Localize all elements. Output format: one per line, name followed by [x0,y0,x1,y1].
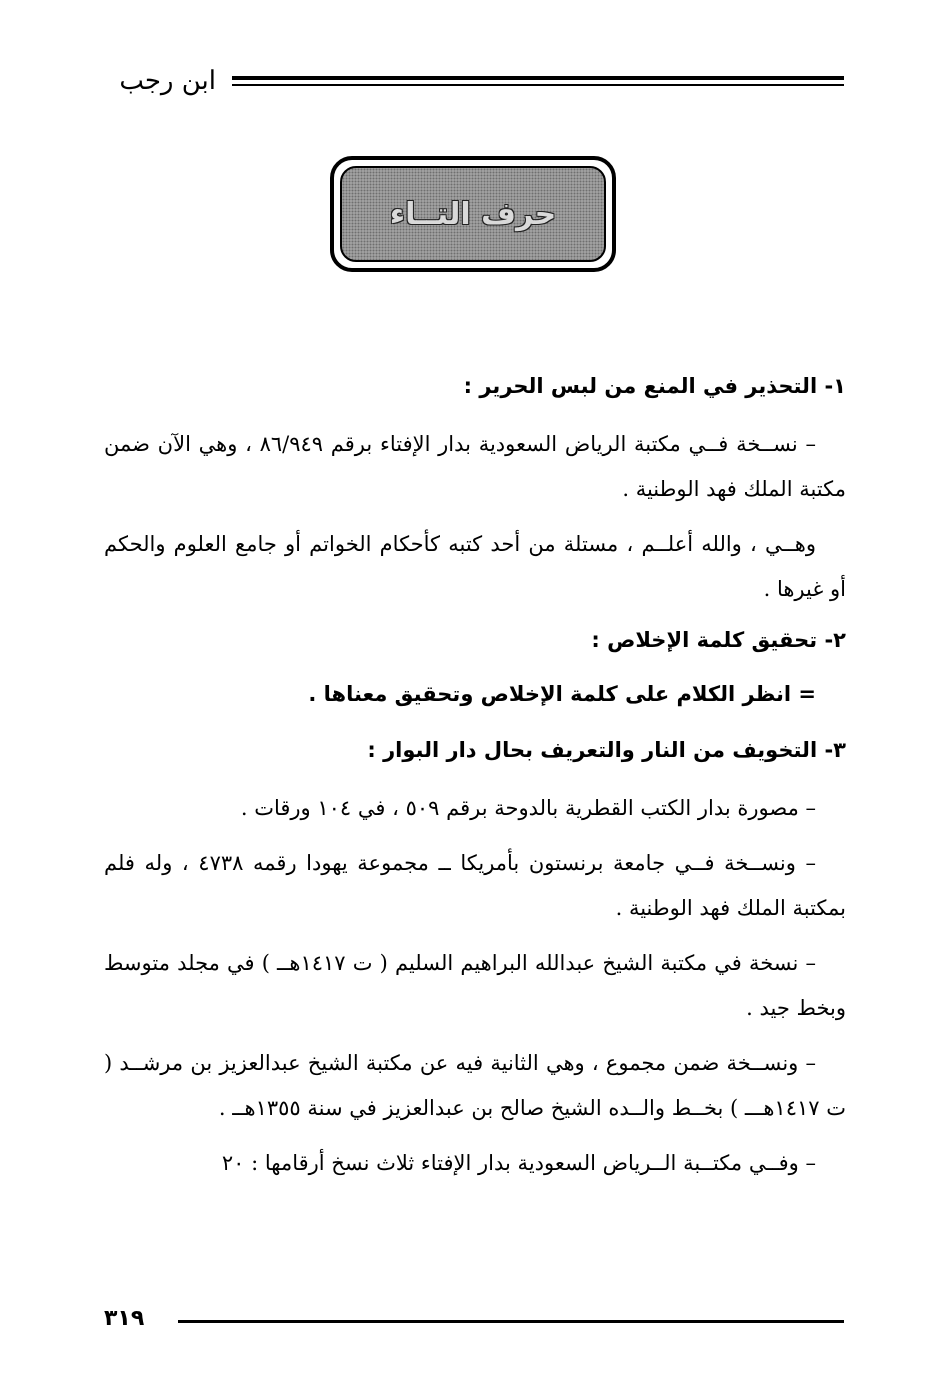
entry-3-paragraph-5: – وفــي مكتــبة الــرياض السعودية بدار الإفتاء ثلاث نسخ أرقامها : ٢٠ [221,1151,816,1175]
entry-1-paragraph-2: وهــي ، والله أعلــم ، مستلة من أحد كتبه كأحكام الخواتم أو جامع العلوم والحكم أو غيرها . [104,532,846,601]
entry-3-paragraph-2: – ونســخة فــي جامعة برنستون بأمريكا ــ مجموعة يهودا رقمه ٤٧٣٨ ، وله فلم بمكتبة الملك فهد الوطنية . [104,851,846,920]
entry-1-paragraph-1: – نســخة فــي مكتبة الرياض السعودية بدار الإفتاء برقم ٨٦/٩٤٩ ، وهي الآن ضمن مكتبة الملك فهد الوطنية . [104,432,846,501]
running-title: ابن رجب [119,66,216,96]
entry-3-paragraph-1: – مصورة بدار الكتب القطرية بالدوحة برقم ٥٠٩ ، في ١٠٤ ورقات . [240,796,816,820]
page-body [104,368,846,1196]
entry-1-title: ١- التحذير في المنع من لبس الحرير : [463,374,846,398]
entry-3-paragraph-4: – ونســخة ضمن مجموع ، وهي الثانية فيه عن مكتبة الشيخ عبدالعزيز بن مرشــد ( ت ١٤١٧هـــ ) بخــط والــده الشيخ صالح بن عبدالعزيز في سنة ١٣٥٥هــ . [104,1051,846,1120]
chapter-title: حرف التــاء [389,196,557,232]
chapter-box-fill [340,166,606,262]
footer-rule [178,1320,844,1323]
entry-2-title: ٢- تحقيق كلمة الإخلاص : [591,628,846,652]
header-rule [232,76,844,86]
entry-2-cross-reference: = انظر الكلام على كلمة الإخلاص وتحقيق معناها . [308,682,816,706]
running-header [104,62,844,102]
page-footer [104,1302,844,1342]
entry-3-title: ٣- التخويف من النار والتعريف بحال دار البوار : [367,738,846,762]
page-number: ٣١٩ [104,1306,145,1331]
entry-3-paragraph-3: – نسخة في مكتبة الشيخ عبدالله البراهيم السليم ( ت ١٤١٧هــ ) في مجلد متوسط وبخط جيد . [104,951,846,1020]
chapter-heading-box [330,156,616,272]
